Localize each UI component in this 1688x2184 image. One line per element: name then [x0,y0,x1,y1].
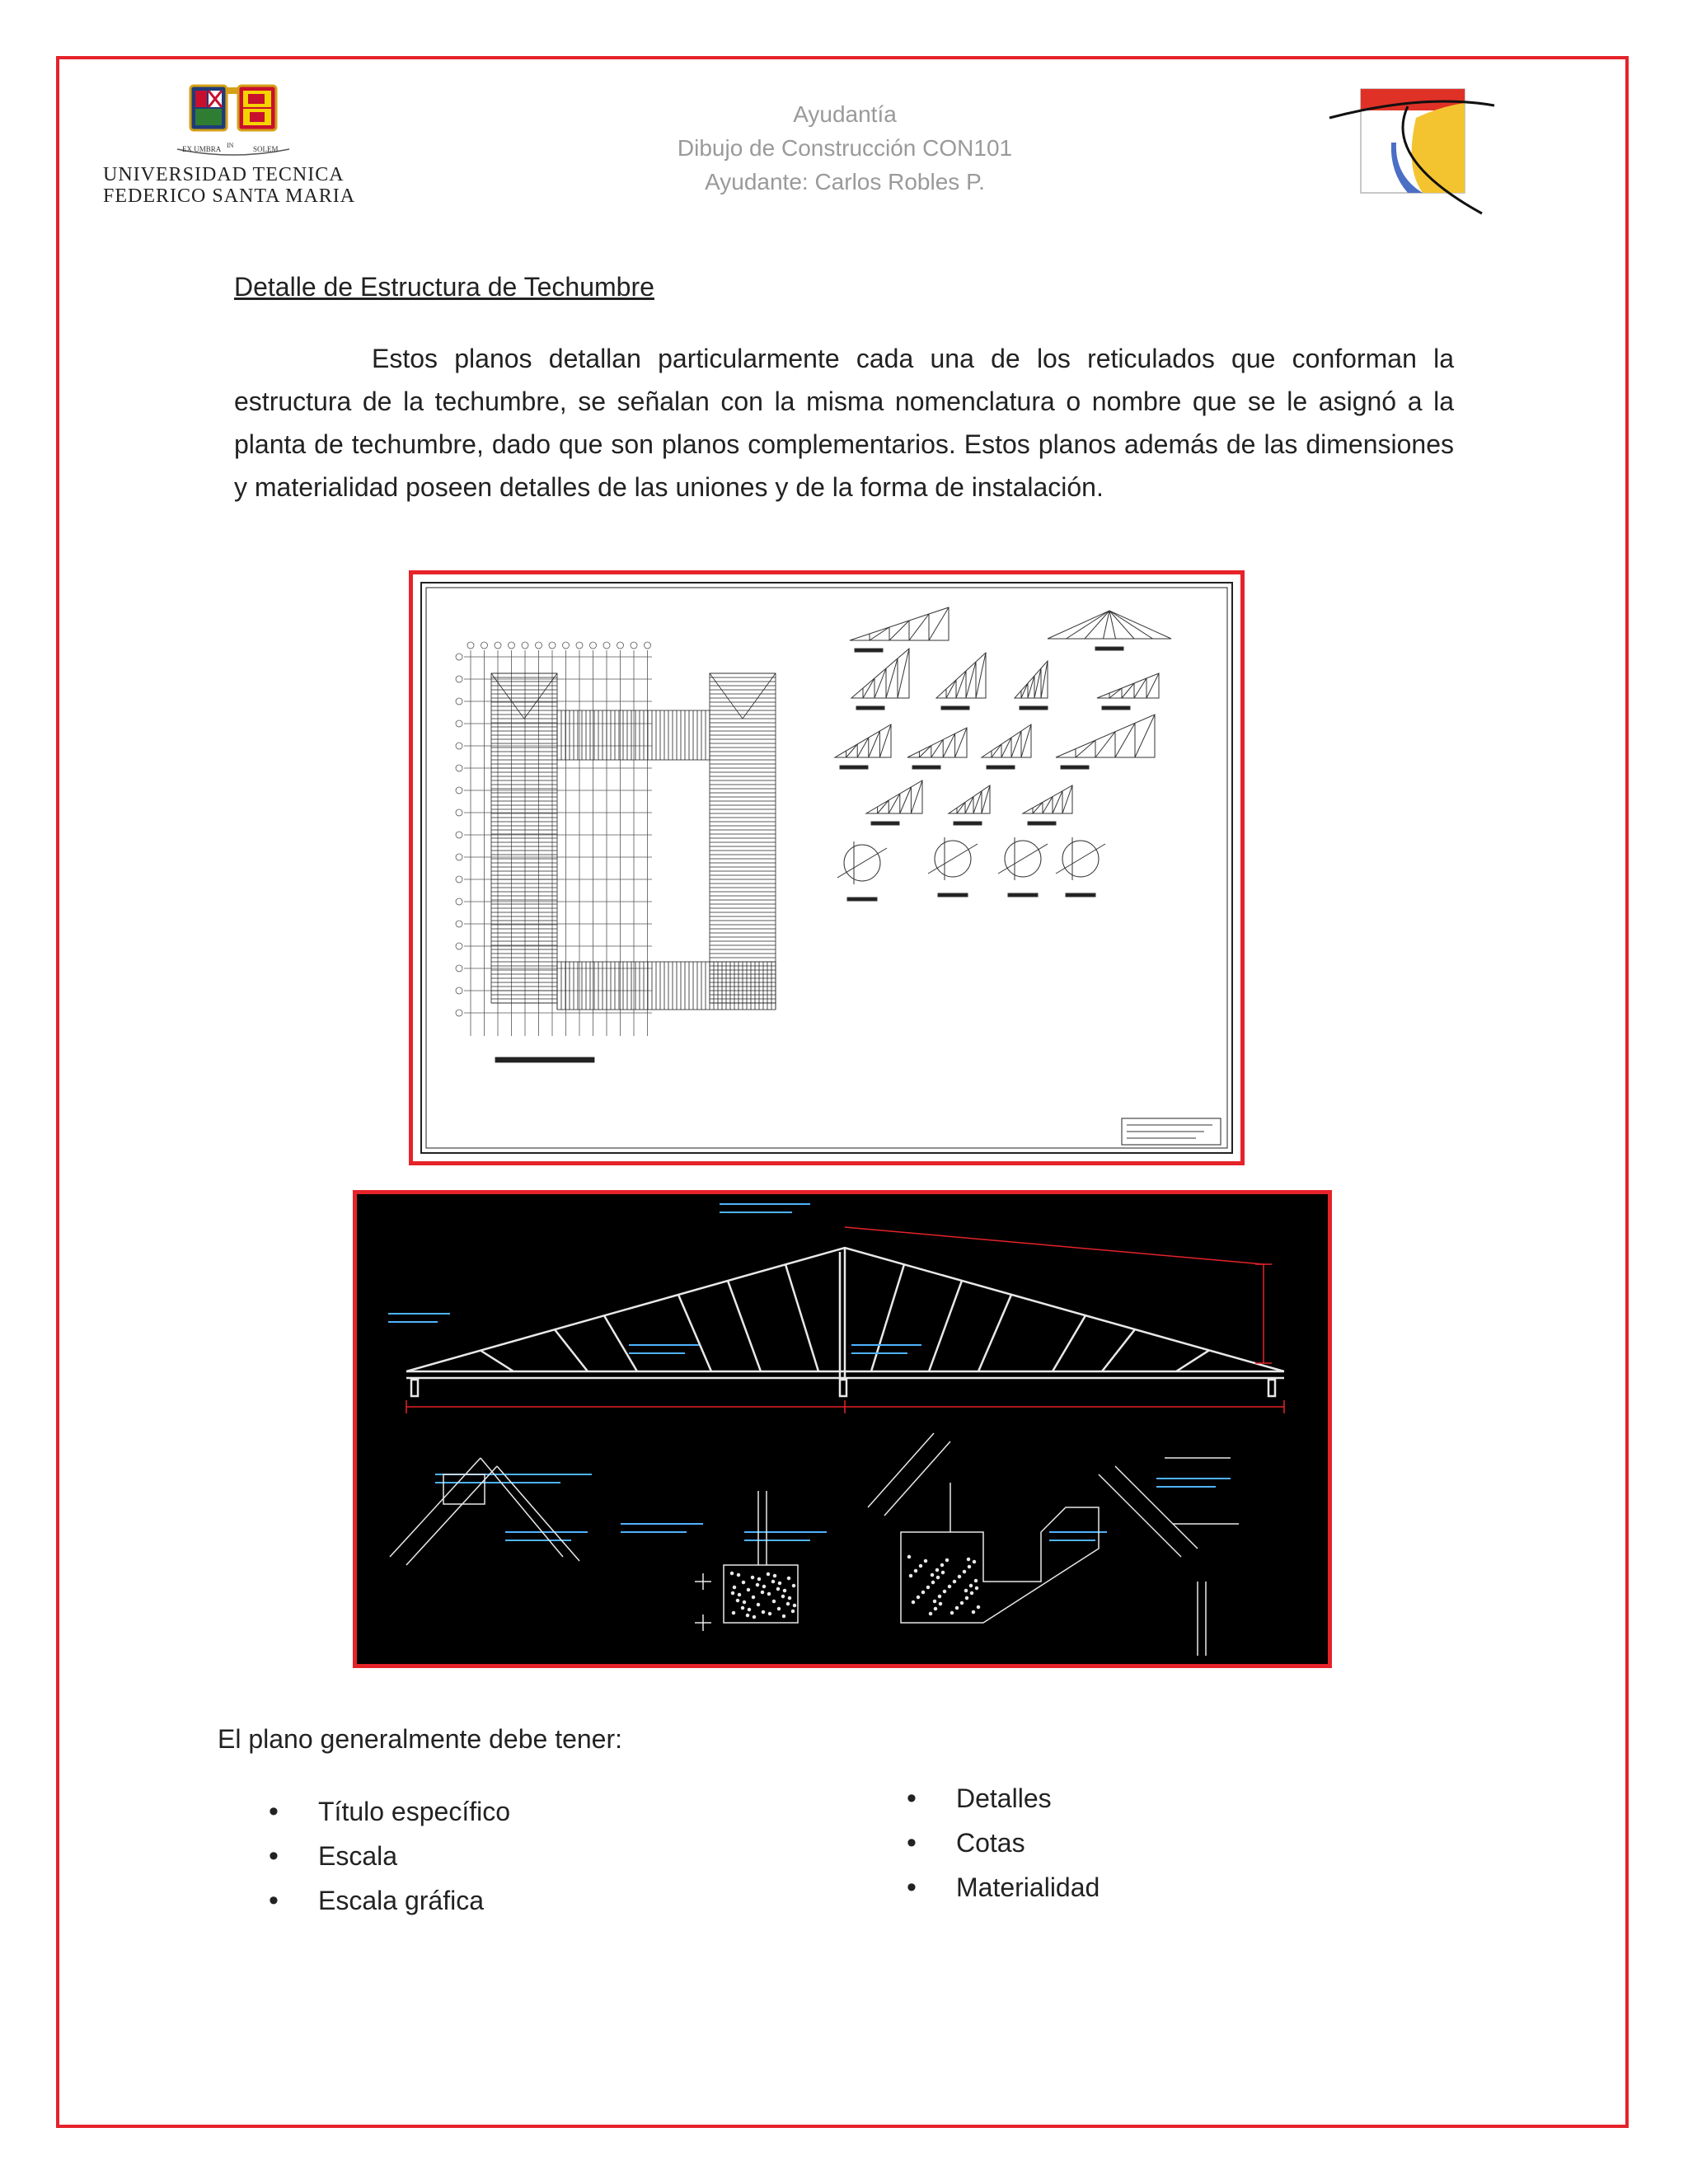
university-name-line2: FEDERICO SANTA MARIA [103,185,356,207]
motto-center: IN [227,142,234,149]
university-logo [103,78,367,210]
department-logo-icon [1325,85,1498,218]
header-title: Ayudantía [793,101,897,127]
list-item: • Escala [269,1834,510,1878]
requirements-list-left [269,1789,510,1923]
header-title-block [577,97,1113,199]
roof-plan-drawing [409,570,1245,1165]
list-item: • Título específico [269,1789,510,1834]
list-item: • Escala gráfica [269,1878,510,1923]
roof-plan-image [413,574,1240,1161]
section-title: Detalle de Estructura de Techumbre [234,272,654,302]
motto-left: EX UMBRA [182,145,222,153]
university-crest-icon [179,82,288,140]
list-item: • Detalles [907,1776,1100,1821]
list-item: • Materialidad [907,1865,1100,1910]
university-name-line1: UNIVERSIDAD TECNICA [103,164,345,185]
list-item: • Cotas [907,1821,1100,1865]
truss-detail-image [357,1194,1328,1664]
motto-right: SOLEM [253,145,279,153]
requirements-list-right [907,1776,1100,1910]
university-name [103,164,375,207]
list-intro: El plano generalmente debe tener: [218,1724,623,1754]
intro-paragraph: Estos planos detallan particularmente cada una de los reticulados que conforman la estructura de la techumbre, se señalan con la misma nomenclatura o nombre que se le asignó a la planta de techumbre, dado que son planos complementarios. Estos planos además de las dimensiones y materialidad poseen detalles de las uniones y de la forma de instalación. [234,344,1454,502]
university-motto [176,141,291,157]
header-assistant: Ayudante: Carlos Robles P. [705,169,985,194]
header-course: Dibujo de Construcción CON101 [677,135,1013,161]
truss-detail-drawing [353,1190,1332,1668]
